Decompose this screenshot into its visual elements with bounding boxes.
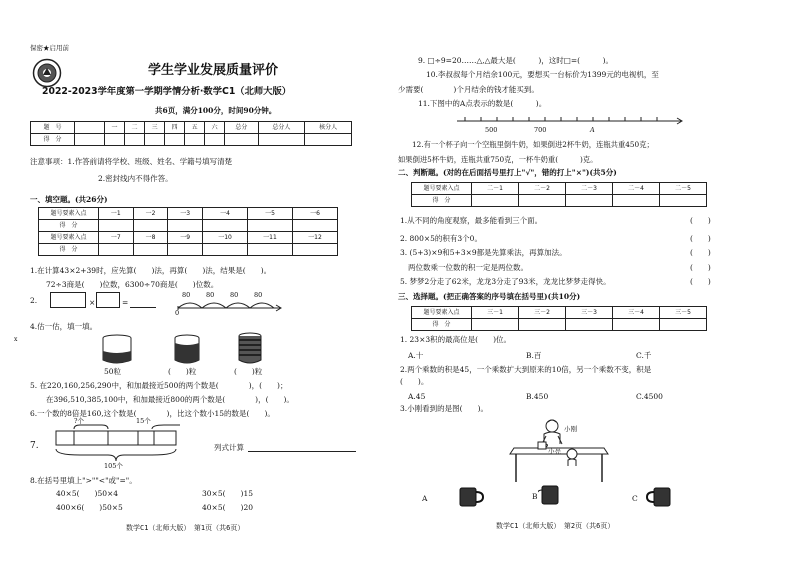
grade-label: 题号要素入点 <box>412 183 472 195</box>
grade-table-1 <box>38 207 338 256</box>
grade-cell: 三－1 <box>472 307 519 319</box>
grade-cell: 一10 <box>203 232 248 244</box>
grade-cell: 一5 <box>248 208 293 220</box>
hop-label: 80 <box>206 291 215 299</box>
grade-label: 得 分 <box>412 195 472 207</box>
judge-answer[interactable]: ( ) <box>690 277 711 286</box>
compare-item[interactable]: 40×5( )50×4 <box>56 489 119 498</box>
grade-cell: 一7 <box>99 232 134 244</box>
judge-item: 5. 梦梦2分走了62米，龙龙3分走了93米，龙龙比梦梦走得快。 <box>400 277 611 286</box>
question-1a: 1.在计算43×2+39时，应先算( )法，再算( )法，结果是( )。 <box>30 266 272 275</box>
choice-option[interactable]: B.百 <box>526 351 542 360</box>
section-2-heading: 二、判断题。(对的在后面括号里打上"√"，错的打上"×")(共5分) <box>398 168 617 177</box>
grade-cell: 一12 <box>292 232 337 244</box>
grade-cell: 一4 <box>203 208 248 220</box>
choice-question-2b: ( )。 <box>400 377 429 386</box>
section-1-heading: 一、填空题。(共26分) <box>30 195 108 204</box>
choice-option[interactable]: C <box>632 494 638 503</box>
score-cell: 题 号 <box>31 122 75 134</box>
grade-label: 题号要素入点 <box>39 208 99 220</box>
judge-item: 3. (5+3)×9和5+3×9都是先算乘法，再算加法。 <box>400 248 567 257</box>
bar-bottom-label: 105个 <box>104 462 123 470</box>
question-5b: 在396,510,385,100中，和加最接近800的两个数是( )，( )。 <box>46 395 294 404</box>
score-cell: 核分人 <box>305 122 352 134</box>
question-6: 6.一个数的8倍是160,这个数是( )，比这个数小15的数是( )。 <box>30 409 275 418</box>
grade-table-2 <box>411 182 707 207</box>
page-footer-1: 数学C1（北师大版） 第1页（共6页） <box>126 524 245 532</box>
question-10b: 少需要( )个月结余的钱才能买到。 <box>398 85 539 94</box>
choice-option[interactable]: A <box>422 494 428 503</box>
choice-option[interactable]: C.4500 <box>636 392 663 401</box>
question-10a: 10.李叔叔每个月结余100元，要想买一台标价为1399元的电视机，至 <box>426 70 659 79</box>
times-sign: × <box>89 298 96 307</box>
grade-cell: 二－5 <box>660 183 707 195</box>
grade-cell: 一2 <box>133 208 168 220</box>
score-cell: 一 <box>105 122 125 134</box>
question-2-label: 2. <box>30 296 38 305</box>
score-cell: 得 分 <box>31 134 75 146</box>
grade-cell: 三－5 <box>660 307 707 319</box>
margin-mark: x <box>14 336 18 343</box>
choice-option[interactable]: A.十 <box>408 351 424 360</box>
notice-1: 注意事项：1.作答前请将学校、班级、姓名、学籍号填写清楚 <box>30 157 233 166</box>
score-cell: 三 <box>145 122 165 134</box>
hop-label: 80 <box>182 291 191 299</box>
question-11: 11.下图中的A点表示的数是( )。 <box>418 99 547 108</box>
hop-label: 80 <box>254 291 263 299</box>
choice-option[interactable]: B <box>532 492 538 501</box>
grade-cell: 二－1 <box>472 183 519 195</box>
grade-cell: 一6 <box>292 208 337 220</box>
page-subtitle: 2022-2023学年度第一学期学情分析·数学C1（北师大版） <box>42 86 292 97</box>
question-7-label: 7. <box>30 441 39 451</box>
grade-label: 题号要素入点 <box>39 232 99 244</box>
judge-answer[interactable]: ( ) <box>690 216 711 225</box>
child-label: 小亮 <box>548 447 561 455</box>
question-4: 4.估一估，填一填。 <box>30 322 98 331</box>
jar-icon <box>100 333 134 365</box>
choice-question-3: 3.小刚看到的是图( )。 <box>400 404 489 413</box>
page-title: 学生学业发展质量评价 <box>148 63 279 78</box>
judge-item: 2. 800×5的积有3个0。 <box>400 234 482 243</box>
choice-option[interactable]: C.千 <box>636 351 652 360</box>
choice-question-1: 1. 23×3积的最高位是( )位。 <box>400 335 511 344</box>
judge-item: 两位数乘一位数的积一定是两位数。 <box>408 263 528 272</box>
grade-cell: 三－3 <box>566 307 613 319</box>
bar-diagram <box>40 423 180 465</box>
grade-cell: 一8 <box>133 232 168 244</box>
grade-cell: 一11 <box>248 232 293 244</box>
grade-label: 得 分 <box>412 319 472 331</box>
number-line-label: 700 <box>534 126 547 134</box>
grade-label: 得 分 <box>39 244 99 256</box>
hop-label: 80 <box>230 291 239 299</box>
question-1b: 72÷3商是( )位数，6300÷70商是( )位数。 <box>46 280 219 289</box>
bar-top-label: ?个 <box>74 417 84 425</box>
confidential-mark: 保密★启用前 <box>30 44 69 52</box>
grade-label: 题号要素入点 <box>412 307 472 319</box>
compare-item[interactable]: 400×6( )50×5 <box>56 503 123 512</box>
grade-cell: 二－4 <box>613 183 660 195</box>
school-logo-icon <box>32 58 62 88</box>
score-cell: 六 <box>205 122 225 134</box>
score-cell: 五 <box>185 122 205 134</box>
score-cell: 总分 <box>225 122 258 134</box>
grade-table-3 <box>411 306 707 331</box>
mug-icon <box>456 486 484 508</box>
question-9: 9. □÷9=20……△,△最大是( )，这时□=( )。 <box>418 56 614 65</box>
answer-box[interactable] <box>96 292 120 308</box>
judge-answer[interactable]: ( ) <box>690 234 711 243</box>
grade-cell: 一3 <box>168 208 203 220</box>
mug-icon <box>538 484 562 506</box>
score-cell: 总分人 <box>258 122 305 134</box>
exam-info: 共6页，满分100分，时间90分钟。 <box>155 106 277 115</box>
jar-label: 50粒 <box>104 367 122 376</box>
page-footer-2: 数学C1（北师大版） 第2页（共6页） <box>496 522 615 530</box>
judge-answer[interactable]: ( ) <box>690 263 711 272</box>
child-label: 小刚 <box>564 425 577 433</box>
compare-item[interactable]: 30×5( )15 <box>202 489 253 498</box>
judge-item: 1.从不同的角度观察，最多能看到三个面。 <box>400 216 543 225</box>
number-line-label: A <box>590 126 595 134</box>
choice-question-2a: 2.两个乘数的积是45，一个乘数扩大到原来的10倍，另一个乘数不变，积是 <box>400 365 652 374</box>
score-table <box>30 121 352 146</box>
number-line-label: 500 <box>485 126 498 134</box>
choice-option[interactable]: B.450 <box>526 392 549 401</box>
grade-label: 得 分 <box>39 220 99 232</box>
grade-cell: 一9 <box>168 232 203 244</box>
section-3-heading: 三、选择题。(把正确答案的序号填在括号里)(共10分) <box>398 292 581 301</box>
mug-icon <box>646 486 674 508</box>
calc-answer-line[interactable] <box>248 451 356 452</box>
calc-label: 列式计算 <box>214 443 244 452</box>
choice-option[interactable]: A.45 <box>408 392 426 401</box>
notice-2: 2.密封线内不得作答。 <box>98 174 173 183</box>
equals-sign: = <box>122 298 129 307</box>
compare-item[interactable]: 40×5( )20 <box>202 503 253 512</box>
score-cell: 二 <box>125 122 145 134</box>
grade-cell: 二－2 <box>519 183 566 195</box>
jar-icon <box>236 331 264 365</box>
grade-cell: 一1 <box>99 208 134 220</box>
question-8: 8.在括号里填上">""<"或"="。 <box>30 476 137 485</box>
grade-cell: 三－2 <box>519 307 566 319</box>
judge-answer[interactable]: ( ) <box>690 248 711 257</box>
question-5a: 5. 在220,160,256,290中，和加最接近500的两个数是( )，( )； <box>30 381 288 390</box>
jar-label[interactable]: ( )粒 <box>234 367 263 376</box>
jar-label[interactable]: ( )粒 <box>168 367 197 376</box>
answer-box[interactable] <box>50 292 86 308</box>
question-12b: 如果倒进5杯牛奶，连瓶共重750克，一杯牛奶重( )克。 <box>398 155 598 164</box>
bar-top-label: 15个 <box>136 417 151 425</box>
score-cell <box>75 122 105 134</box>
score-cell: 四 <box>165 122 185 134</box>
grade-cell: 二－3 <box>566 183 613 195</box>
jar-icon <box>172 333 202 365</box>
answer-line[interactable] <box>130 307 156 308</box>
question-12a: 12.有一个杯子向一个空瓶里倒牛奶，如果倒进2杯牛奶，连瓶共重450克； <box>412 140 654 149</box>
zero-label: 0 <box>175 309 180 317</box>
grade-cell: 三－4 <box>613 307 660 319</box>
